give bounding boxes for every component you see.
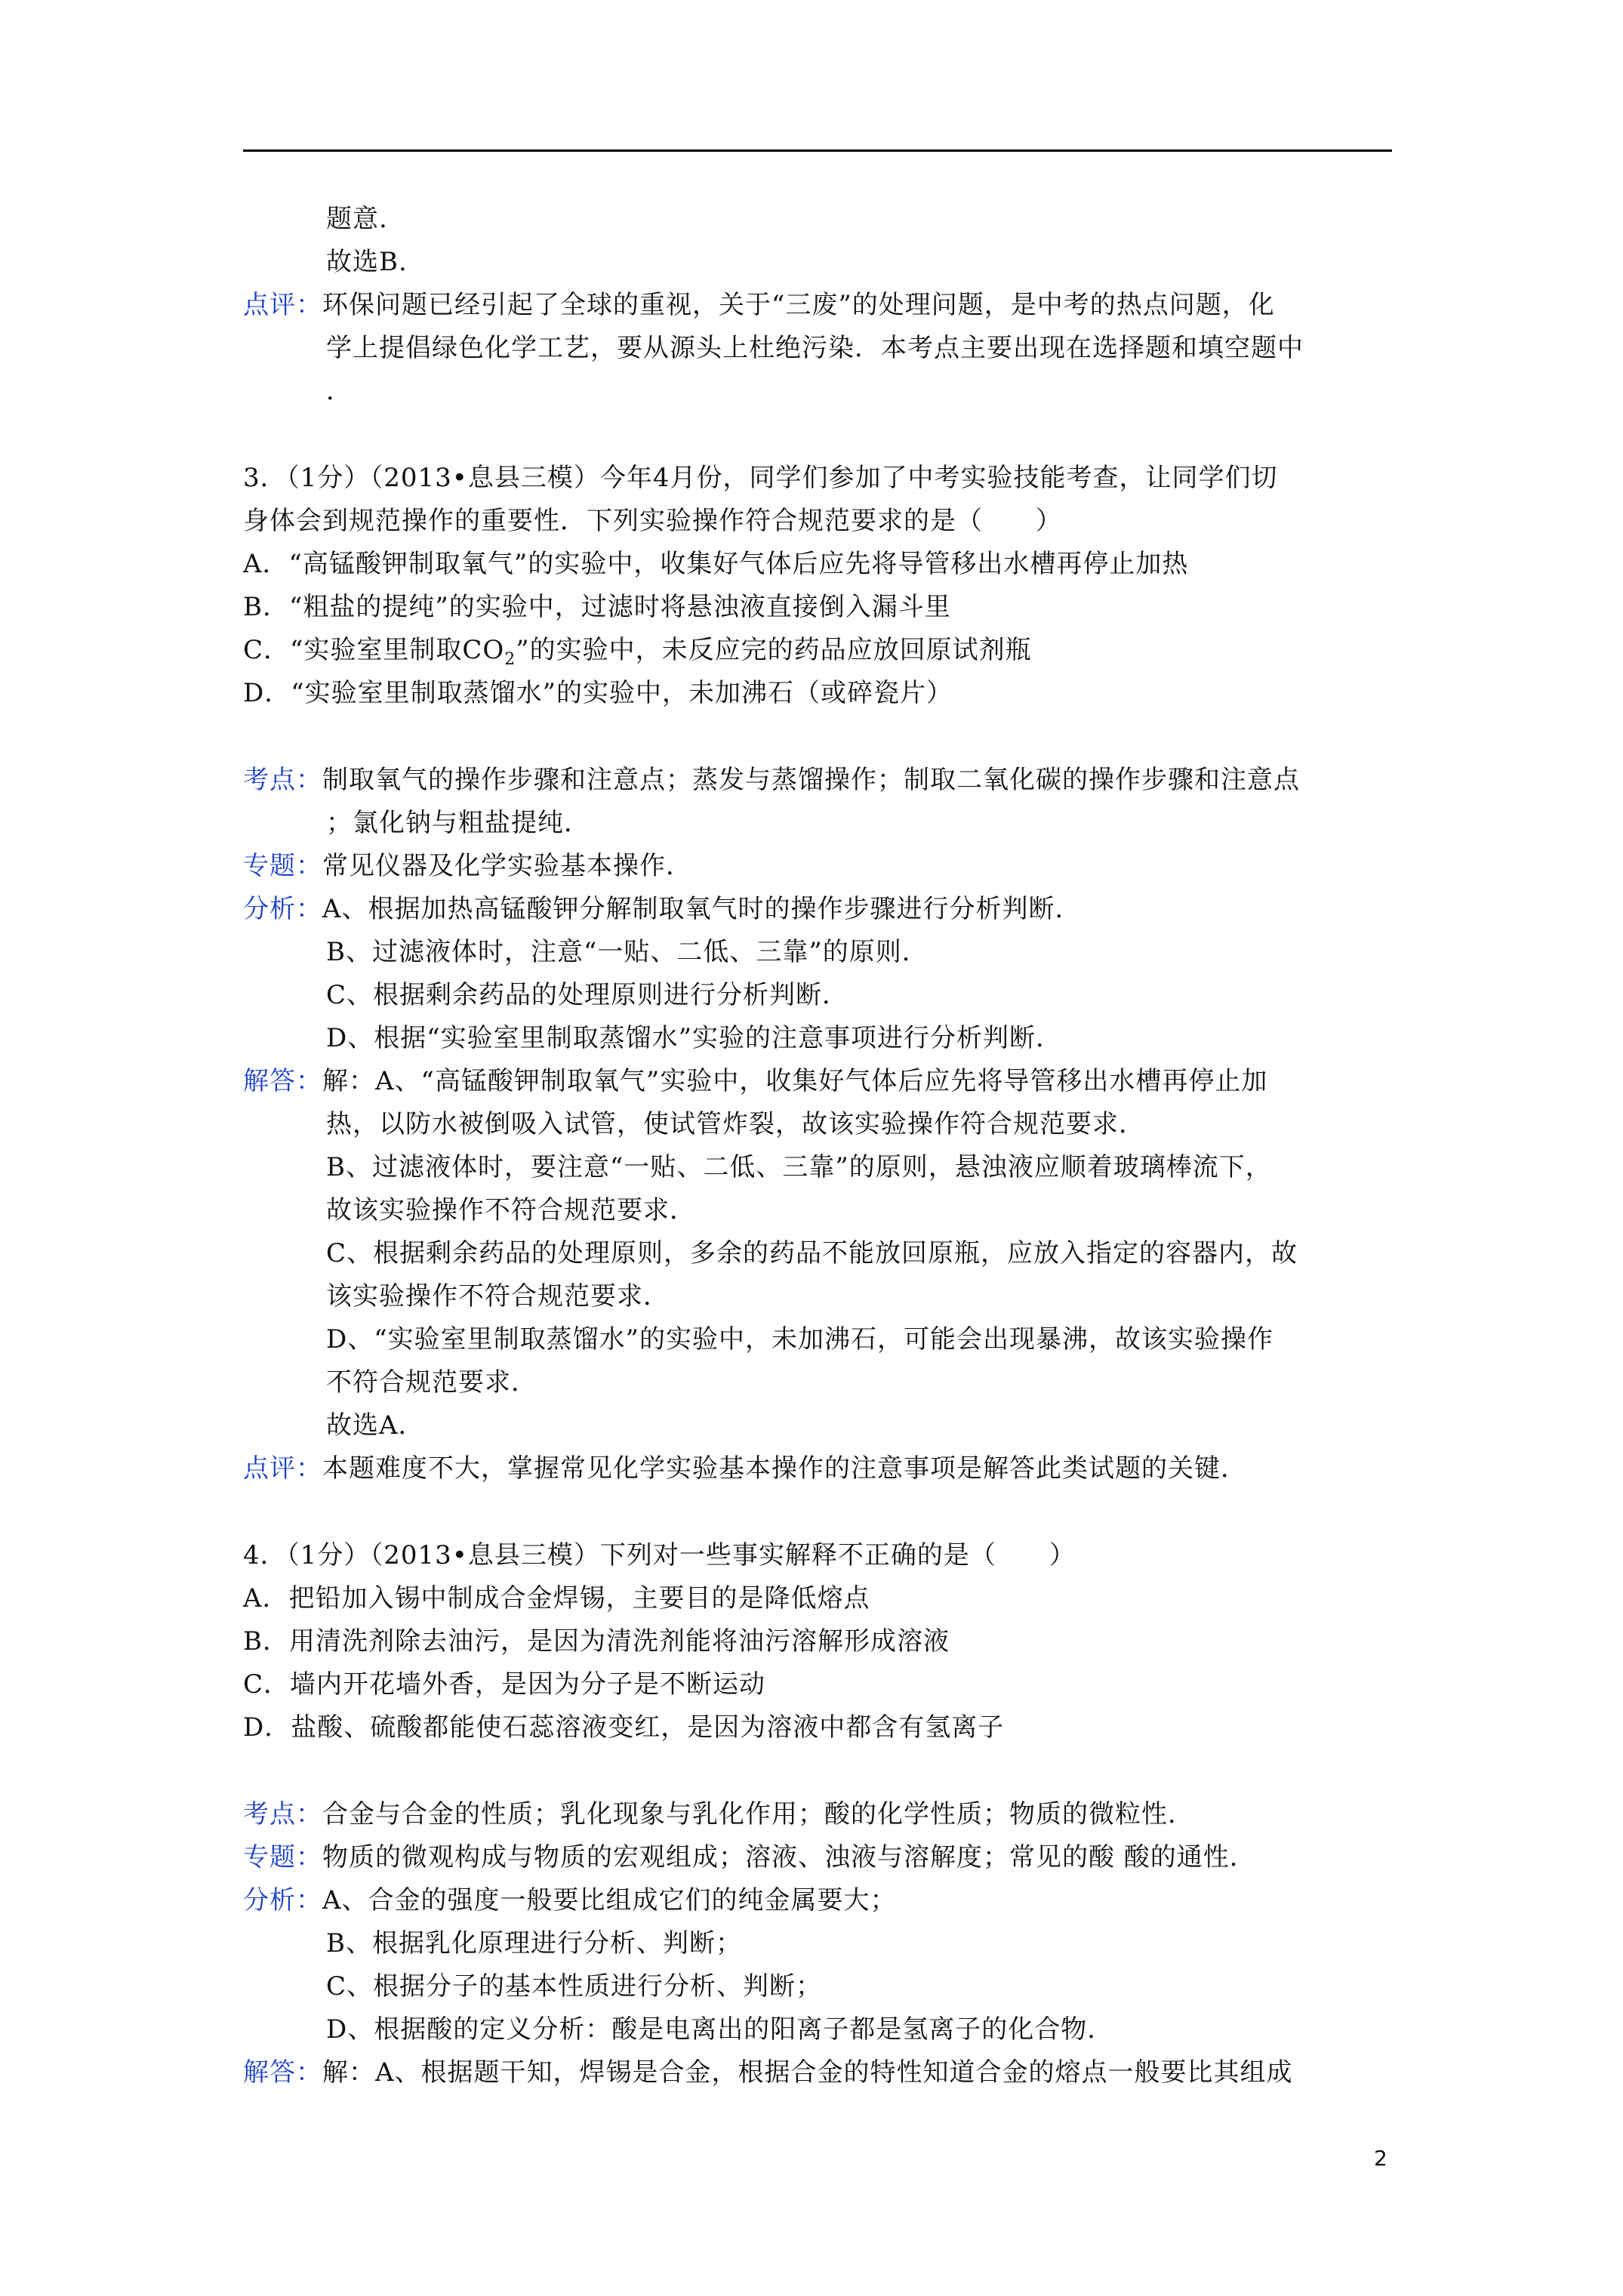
text-line: ．	[326, 376, 353, 406]
kaodian-tag: 考点：	[243, 1799, 322, 1829]
option-b: B．“粗盐的提纯”的实验中，过滤时将悬浊液直接倒入漏斗里	[243, 592, 951, 622]
comment-line	[243, 290, 1275, 320]
zhuanti-tag: 专题：	[243, 1842, 322, 1872]
jieda-line	[243, 2057, 1293, 2088]
option-c-text-end: ”的实验中，未反应完的药品应放回原试剂瓶	[516, 635, 1032, 665]
text-line: B、过滤液体时，注意“一贴、二低、三靠”的原则．	[326, 937, 929, 967]
text-line: D、“实验室里制取蒸馏水”的实验中，未加沸石，可能会出现暴沸，故该实验操作	[326, 1324, 1274, 1354]
text-line: 故选B.	[326, 247, 408, 277]
text-line: 故该实验操作不符合规范要求．	[326, 1195, 696, 1225]
text-line: C、根据剩余药品的处理原则，多余的药品不能放回原瓶，应放入指定的容器内，故	[326, 1238, 1298, 1268]
zhuanti-line	[243, 851, 692, 881]
option-d: D．盐酸、硫酸都能使石蕊溶液变红，是因为溶液中都含有氢离子	[243, 1712, 1005, 1743]
page-number: 2	[1374, 2146, 1387, 2171]
text-line: B、过滤液体时，要注意“一贴、二低、三靠”的原则，悬浊液应顺着玻璃棒流下，	[326, 1152, 1272, 1182]
dianping-line	[243, 1453, 1247, 1484]
comment-tag: 点评：	[243, 290, 322, 320]
option-b: B．用清洗剂除去油污，是因为清洗剂能将油污溶解形成溶液	[243, 1626, 950, 1657]
option-c: C．墙内开花墙外香，是因为分子是不断运动	[243, 1669, 766, 1700]
dianping-text: 本题难度不大，掌握常见化学实验基本操作的注意事项是解答此类试题的关键．	[322, 1453, 1247, 1484]
kaodian-text: 合金与合金的性质；乳化现象与乳化作用；酸的化学性质；物质的微粒性．	[322, 1799, 1194, 1829]
text-line: 学上提倡绿色化学工艺，要从源头上杜绝污染．本考点主要出现在选择题和填空题中	[326, 333, 1304, 363]
option-a: A．把铅加入锡中制成合金焊锡，主要目的是降低熔点	[243, 1583, 870, 1613]
jieda-text: 解：A、根据题干知，焊锡是合金，根据合金的特性知道合金的熔点一般要比其组成	[322, 2057, 1293, 2088]
jieda-text: 解：A、“高锰酸钾制取氧气”实验中，收集好气体后应先将导管移出水槽再停止加	[322, 1066, 1268, 1096]
fenxi-text: A、合金的强度一般要比组成它们的纯金属要大；	[322, 1885, 897, 1915]
text-line: D、根据“实验室里制取蒸馏水”实验的注意事项进行分析判断．	[326, 1023, 1063, 1053]
fenxi-tag: 分析：	[243, 894, 322, 924]
text-line: 热，以防水被倒吸入试管，使试管炸裂，故该实验操作符合规范要求．	[326, 1109, 1145, 1139]
option-c	[243, 635, 1032, 675]
dianping-tag: 点评：	[243, 1453, 322, 1484]
kaodian-line	[243, 765, 1300, 795]
text-line: 故选A．	[326, 1410, 425, 1441]
jieda-tag: 解答：	[243, 1066, 322, 1096]
text-line: 不符合规范要求．	[326, 1367, 537, 1398]
option-a: A．“高锰酸钾制取氧气”的实验中，收集好气体后应先将导管移出水槽再停止加热	[243, 549, 1189, 579]
comment-text: 环保问题已经引起了全球的重视，关于“三废”的处理问题，是中考的热点问题，化	[322, 290, 1275, 320]
option-d: D．“实验室里制取蒸馏水”的实验中，未加沸石（或碎瓷片）	[243, 678, 953, 708]
fenxi-text: A、根据加热高锰酸钾分解制取氧气时的操作步骤进行分析判断．	[322, 894, 1082, 924]
jieda-tag: 解答：	[243, 2057, 322, 2088]
text-line: 题意.	[326, 204, 388, 234]
zhuanti-tag: 专题：	[243, 851, 322, 881]
kaodian-text: 制取氧气的操作步骤和注意点；蒸发与蒸馏操作；制取二氧化碳的操作步骤和注意点	[322, 765, 1300, 795]
question-stem: 3．（1分）（2013•息县三模）今年4月份，同学们参加了中考实验技能考查，让同学们切	[243, 463, 1278, 493]
zhuanti-line	[243, 1842, 1256, 1872]
zhuanti-text: 物质的微观构成与物质的宏观组成；溶液、浊液与溶解度；常见的酸 酸的通性．	[322, 1842, 1256, 1872]
question-stem: 身体会到规范操作的重要性．下列实验操作符合规范要求的是（ ）	[243, 506, 1062, 536]
zhuanti-text: 常见仪器及化学实验基本操作．	[322, 851, 692, 881]
text-line: C、根据分子的基本性质进行分析、判断；	[326, 1971, 823, 2002]
fenxi-line	[243, 1885, 897, 1915]
kaodian-line	[243, 1799, 1194, 1829]
text-line: ；氯化钠与粗盐提纯．	[326, 808, 590, 838]
text-line: D、根据酸的定义分析：酸是电离出的阳离子都是氢离子的化合物．	[326, 2014, 1114, 2045]
option-c-text: C．“实验室里制取CO	[243, 635, 505, 665]
text-line: B、根据乳化原理进行分析、判断；	[326, 1928, 742, 1959]
header-rule	[243, 149, 1392, 152]
jieda-line	[243, 1066, 1267, 1096]
question-stem: 4．（1分）（2013•息县三模）下列对一些事实解释不正确的是（ ）	[243, 1540, 1076, 1570]
text-line: C、根据剩余药品的处理原则进行分析判断．	[326, 980, 849, 1010]
option-c-subscript: 2	[504, 649, 516, 669]
kaodian-tag: 考点：	[243, 765, 322, 795]
fenxi-line	[243, 894, 1082, 924]
text-line: 该实验操作不符合规范要求．	[326, 1281, 670, 1311]
fenxi-tag: 分析：	[243, 1885, 322, 1915]
